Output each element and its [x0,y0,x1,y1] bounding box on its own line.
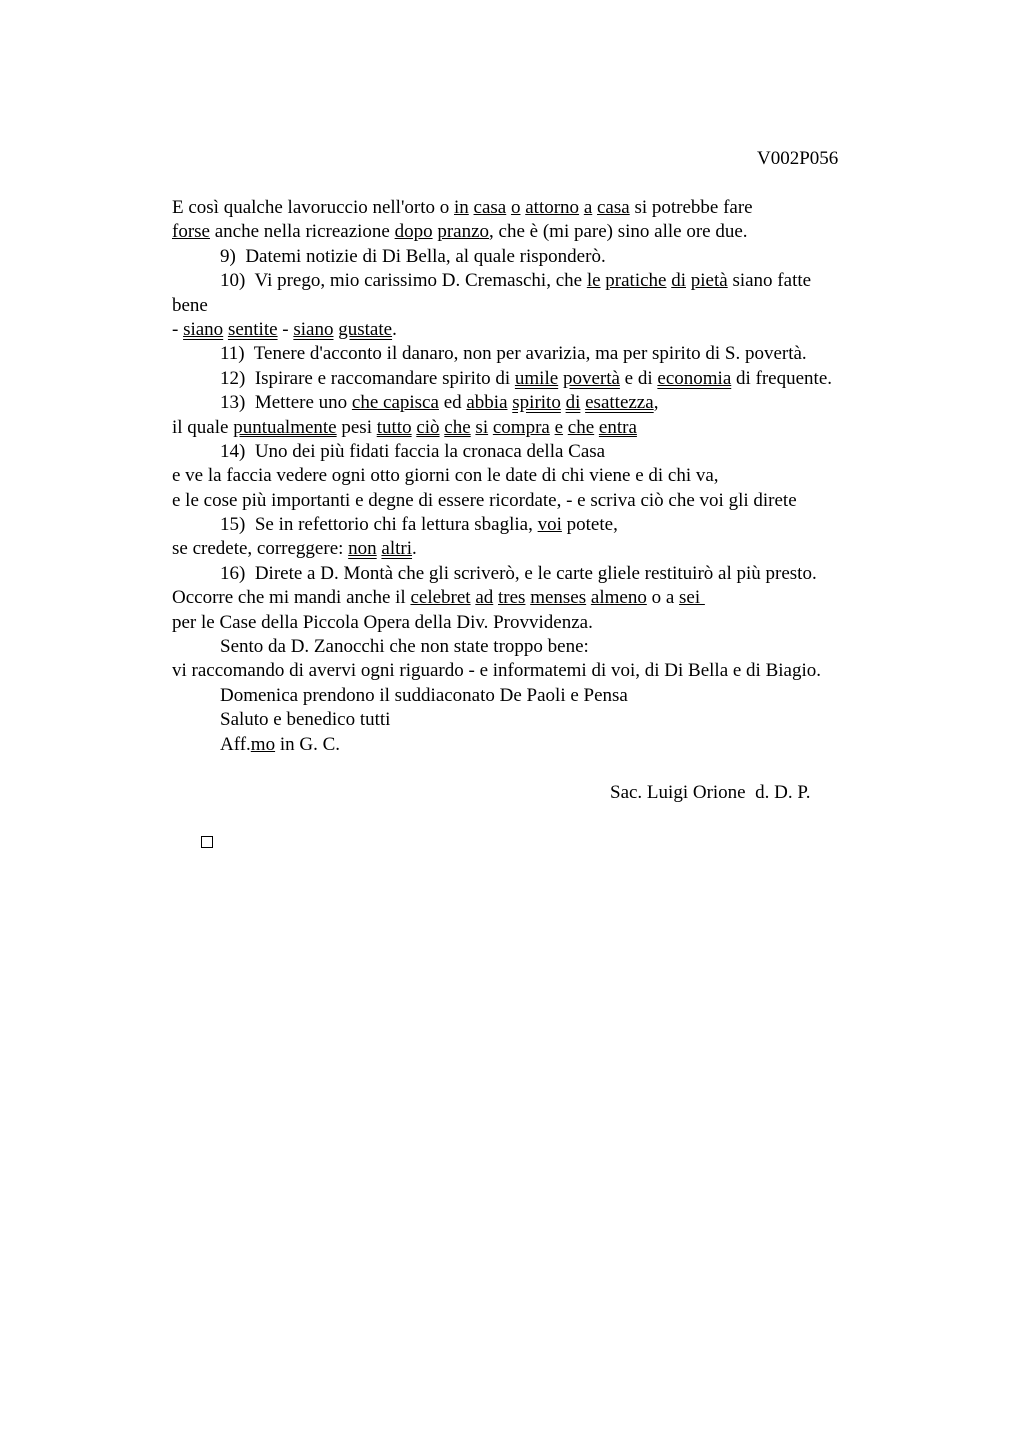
underlined-text: economia [657,367,732,389]
underlined-text: tutto [376,416,412,438]
underlined-text: attorno [525,197,580,218]
text-line [172,586,912,610]
end-mark [172,806,912,830]
underlined-text: celebret [410,587,471,609]
underlined-text: che capisca [351,392,439,414]
text-segment: siano fatte [727,270,812,292]
text-segment: di frequente. [731,367,833,389]
text-line [172,220,912,244]
text-segment: in G. C. [275,733,341,755]
text-line [172,733,912,757]
underlined-text: che [444,416,471,438]
text-line [172,489,912,513]
text-segment: e di [619,367,658,389]
text-line [172,611,912,635]
text-segment: 15) Se in refettorio chi fa lettura sbaglia, [220,514,538,536]
underlined-text: entra [598,416,637,438]
page-reference: V002P056 [757,148,839,169]
underlined-text: di [565,392,581,414]
text-segment: anche nella ricreazione [209,221,395,243]
text-line [172,659,912,683]
text-segment: 10) Vi prego, mio carissimo D. Cremaschi, che [220,270,587,292]
text-line [172,367,912,391]
underlined-text: in [454,197,469,218]
underlined-text: pranzo [437,221,490,243]
underlined-text: umile [514,367,559,389]
text-line [172,269,912,293]
text-line [172,342,912,366]
text-segment: Sento da D. Zanocchi che non state troppo bene: [220,636,589,658]
text-line [172,245,912,269]
text-segment: Aff. [220,733,251,755]
empty-square-icon [201,836,213,848]
underlined-text: di [671,270,687,292]
text-line [172,708,912,732]
text-line [172,318,912,342]
text-segment: o a [646,587,680,609]
text-segment: . [392,318,397,340]
underlined-text: si [475,416,489,438]
text-line [172,635,912,659]
underlined-text: compra [492,416,550,438]
letter-body [172,196,912,830]
text-segment: 12) Ispirare e raccomandare spirito di [220,367,515,389]
text-segment: E così qualche lavoruccio nell'orto o [172,197,454,218]
underlined-text: pietà [690,270,728,292]
text-line [172,196,912,220]
letter-lines [172,196,912,757]
text-segment: ed [438,392,467,414]
text-segment: se credete, correggere: [172,538,349,560]
text-line [172,440,912,464]
underlined-text: abbia [466,392,508,414]
underlined-text: casa [473,197,507,218]
underlined-text: menses [530,587,587,609]
underlined-text: ad [475,587,494,609]
blank-line [172,757,912,781]
text-segment: 11) Tenere d'acconto il danaro, non per avarizia, ma per spirito di S. povertà. [220,343,807,365]
underlined-text: almeno [590,587,647,609]
underlined-text: sentite [227,318,278,340]
text-line [172,391,912,415]
underlined-text: povertà [562,367,620,389]
underlined-text: spirito [512,392,561,414]
text-segment: per le Case della Piccola Opera della Div. Provvidenza. [172,611,593,633]
text-line [172,294,912,318]
text-segment: 13) Mettere uno [220,392,352,414]
text-line [172,416,912,440]
text-segment: potete, [561,514,618,536]
underlined-text: siano [183,318,224,340]
text-segment: Domenica prendono il suddiaconato De Paoli e Pensa [220,684,628,706]
underlined-text: sei [679,587,705,609]
text-segment: si potrebbe fare [629,197,753,218]
text-segment: bene [172,294,208,316]
underlined-text: pratiche [605,270,667,292]
underlined-text: esattezza [585,392,654,414]
text-line [172,537,912,561]
underlined-text: ciò [416,416,440,438]
underlined-text: non [348,538,377,560]
underlined-text: dopo [394,221,433,243]
text-segment: , che è (mi pare) sino alle ore due. [489,221,748,243]
underlined-text: siano [293,318,334,340]
underlined-text: e [554,416,564,438]
underlined-text: puntualmente [233,416,337,438]
text-segment: - [277,318,294,340]
text-line [172,464,912,488]
underlined-text: altri [381,538,413,560]
underlined-text: a [583,197,593,218]
text-segment: 16) Direte a D. Montà che gli scriverò, e le carte gliele restituirò al più presto. [220,562,817,584]
text-segment: pesi [336,416,377,438]
text-line [172,684,912,708]
underlined-text: mo [250,733,276,755]
underlined-text: o [510,197,521,218]
text-segment: vi raccomando di avervi ogni riguardo - e informatemi di voi, di Di Bella e di Biagio. [172,660,821,682]
text-segment: 9) Datemi notizie di Di Bella, al quale risponderò. [220,245,606,267]
text-line [172,513,912,537]
text-segment: e le cose più importanti e degne di essere ricordate, - e scriva ciò che voi gli direte [172,489,797,511]
text-segment: il quale [172,416,234,438]
text-segment: 14) Uno dei più fidati faccia la cronaca della Casa [220,440,606,462]
text-segment: - [172,318,184,340]
underlined-text: gustate [338,318,393,340]
underlined-text: casa [597,197,630,218]
underlined-text: che [567,416,595,438]
underlined-text: le [586,270,601,292]
underlined-text: forse [172,221,210,243]
underlined-text: voi [537,514,562,536]
text-segment: e ve la faccia vedere ogni otto giorni con le date di chi viene e di chi va, [172,465,719,487]
text-line [172,562,912,586]
underlined-text: tres [498,587,526,609]
text-segment: . [412,538,417,560]
text-segment: Saluto e benedico tutti [220,709,391,731]
text-segment: Occorre che mi mandi anche il [172,587,411,609]
signature: Sac. Luigi Orione d. D. P. [610,782,811,804]
text-segment: , [653,392,659,414]
